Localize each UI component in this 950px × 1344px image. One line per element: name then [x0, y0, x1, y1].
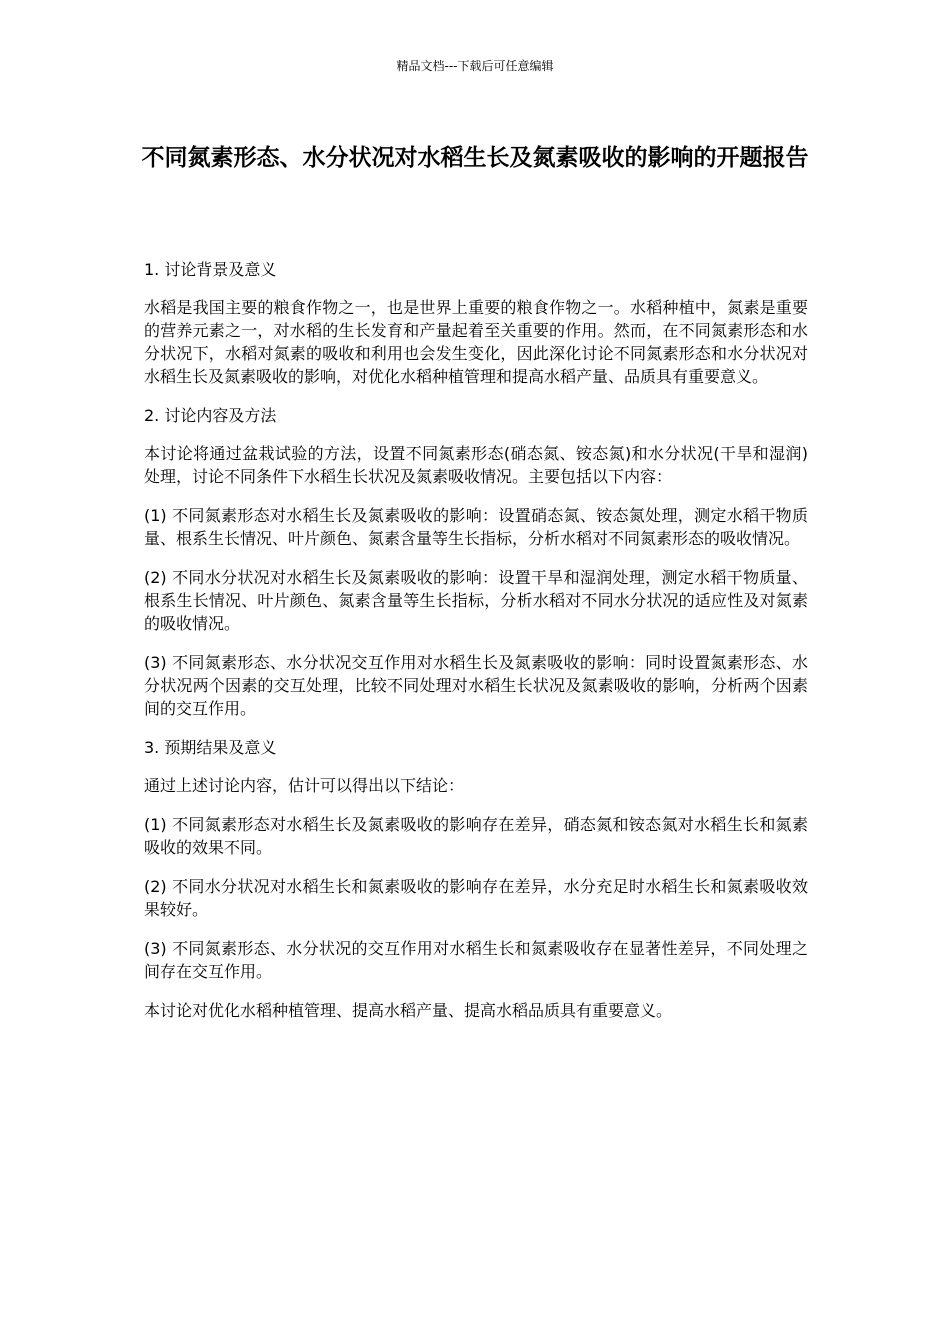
section-heading-background: 1. 讨论背景及意义 [144, 260, 277, 279]
header-note: 精品文档---下载后可任意编辑 [396, 59, 554, 73]
paragraph-result-item-2: (2) 不同水分状况对水稻生长和氮素吸收的影响存在差异，水分充足时水稻生长和氮素吸收效果较好。 [144, 877, 808, 919]
paragraph-conclusion: 本讨论对优化水稻种植管理、提高水稻产量、提高水稻品质具有重要意义。 [144, 1001, 673, 1020]
paragraph-method-item-2: (2) 不同水分状况对水稻生长及氮素吸收的影响：设置干旱和湿润处理，测定水稻干物质量、根系生长情况、叶片颜色、氮素含量等生长指标，分析水稻对不同水分状况的适应性及对氮素的吸收情况。 [144, 568, 808, 633]
paragraph-background: 水稻是我国主要的粮食作物之一，也是世界上重要的粮食作物之一。水稻种植中，氮素是重要的营养元素之一，对水稻的生长发育和产量起着至关重要的作用。然而，在不同氮素形态和水分状况下，水稻对氮素的吸收和利用也会发生变化，因此深化讨论不同氮素形态和水分状况对水稻生长及氮素吸收的影响，对优化水稻种植管理和提高水稻产量、品质具有重要意义。 [144, 298, 808, 386]
document-title: 不同氮素形态、水分状况对水稻生长及氮素吸收的影响的开题报告 [141, 145, 809, 171]
section-heading-content-methods: 2. 讨论内容及方法 [144, 406, 277, 425]
paragraph-result-item-3: (3) 不同氮素形态、水分状况的交互作用对水稻生长和氮素吸收存在显著性差异，不同处理之间存在交互作用。 [144, 939, 808, 981]
paragraph-method-item-1: (1) 不同氮素形态对水稻生长及氮素吸收的影响：设置硝态氮、铵态氮处理，测定水稻干物质量、根系生长情况、叶片颜色、氮素含量等生长指标，分析水稻对不同氮素形态的吸收情况。 [144, 506, 808, 548]
section-heading-expected-results: 3. 预期结果及意义 [144, 738, 277, 757]
paragraph-methods-intro: 本讨论将通过盆栽试验的方法，设置不同氮素形态(硝态氮、铵态氮)和水分状况(干旱和湿润)处理，讨论不同条件下水稻生长状况及氮素吸收情况。主要包括以下内容： [144, 444, 808, 486]
document-body [144, 258, 808, 1038]
paragraph-result-item-1: (1) 不同氮素形态对水稻生长及氮素吸收的影响存在差异，硝态氮和铵态氮对水稻生长和氮素吸收的效果不同。 [144, 815, 808, 857]
paragraph-method-item-3: (3) 不同氮素形态、水分状况交互作用对水稻生长及氮素吸收的影响：同时设置氮素形态、水分状况两个因素的交互处理，比较不同处理对水稻生长状况及氮素吸收的影响，分析两个因素间的交互作用。 [144, 653, 808, 718]
paragraph-results-intro: 通过上述讨论内容，估计可以得出以下结论： [144, 776, 465, 795]
